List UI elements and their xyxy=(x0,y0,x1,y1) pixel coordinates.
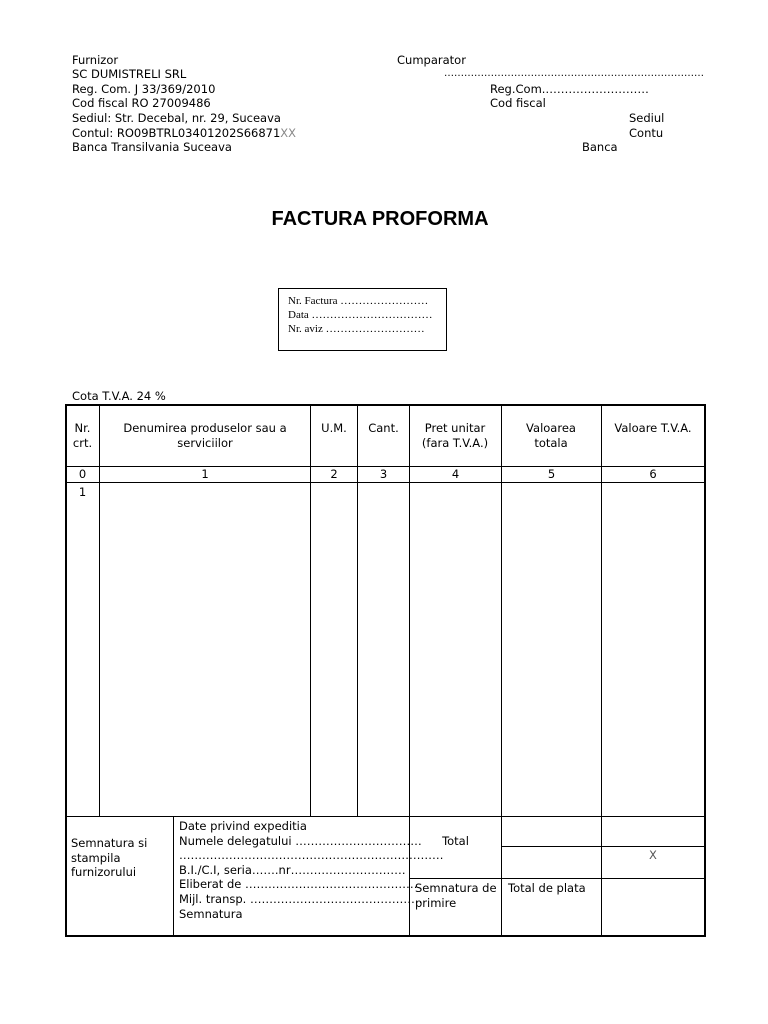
header-unit-price: Pret unitar (fara T.V.A.) xyxy=(421,421,489,450)
vat-rate: Cota T.V.A. 24 % xyxy=(72,389,166,403)
header-product-name: Denumirea produselor sau a serviciilor xyxy=(123,421,287,450)
supplier-name: SC DUMISTRELI SRL xyxy=(72,67,187,81)
document-title: FACTURA PROFORMA xyxy=(271,208,489,230)
header-vat-value: Valoare T.V.A. xyxy=(614,421,692,435)
supplier-contul-value: Contul: RO09BTRL03401202S66871 xyxy=(72,126,281,140)
supplier-cod-fiscal: Cod fiscal RO 27009486 xyxy=(72,96,211,110)
total-payment-label: Total de plata xyxy=(508,881,586,895)
invoice-date-field: Data …………………………… xyxy=(288,309,433,321)
issued-by-field: Eliberat de ……………………………………… xyxy=(179,877,418,891)
index-col-3: 3 xyxy=(379,467,388,481)
supplier-reg-com: Reg. Com. J 33/369/2010 xyxy=(72,82,216,96)
index-col-6: 6 xyxy=(649,467,657,481)
supplier-contul-suffix: XX xyxy=(280,126,297,140)
vat-total-mark: X xyxy=(649,848,657,862)
receipt-signature-label: Semnatura de primire xyxy=(415,881,497,910)
index-col-1: 1 xyxy=(201,467,209,481)
id-document-field: B.I./C.I, seria…….nr………………………… xyxy=(179,863,406,877)
header-um: U.M. xyxy=(321,421,347,435)
header-nr-crt: Nr. crt. xyxy=(72,421,93,450)
index-col-2: 2 xyxy=(330,467,338,481)
shipping-title: Date privind expeditia xyxy=(179,819,307,833)
supplier-signature-label: Semnatura si stampila furnizorului xyxy=(71,836,148,880)
supplier-label: Furnizor xyxy=(72,53,119,67)
index-col-0: 0 xyxy=(78,467,87,481)
invoice-aviz-field: Nr. aviz ……………………… xyxy=(288,323,425,335)
transport-field: Mijl. transp. ……………………………………… xyxy=(179,892,423,906)
delegate-name-field: Numele delegatului …………………………… xyxy=(179,834,422,848)
buyer-cod-fiscal: Cod fiscal xyxy=(490,96,546,110)
buyer-sediul: Sediul xyxy=(629,111,665,125)
buyer-contu: Contu xyxy=(629,126,664,140)
index-col-5: 5 xyxy=(547,467,556,481)
buyer-name-dots: …………………………………………………………………… xyxy=(444,68,704,79)
delegate-name-dots: …………………………………………………………… xyxy=(179,848,444,862)
buyer-reg-com: Reg.Com.……………………… xyxy=(490,82,649,96)
supplier-contul xyxy=(72,126,296,141)
index-col-4: 4 xyxy=(451,467,460,481)
buyer-label: Cumparator xyxy=(397,53,466,67)
supplier-sediul: Sediul: Str. Decebal, nr. 29, Suceava xyxy=(72,111,281,125)
shipping-signature-field: Semnatura xyxy=(179,907,243,921)
header-quantity: Cant. xyxy=(368,421,399,435)
invoice-info-box xyxy=(278,288,447,351)
row-number: 1 xyxy=(78,485,87,499)
invoice-number-field: Nr. Factura …………………… xyxy=(288,295,429,307)
supplier-banca: Banca Transilvania Suceava xyxy=(72,140,232,154)
buyer-banca: Banca xyxy=(582,140,618,154)
total-label: Total xyxy=(442,834,469,848)
header-total-value: Valoarea totala xyxy=(526,421,576,450)
